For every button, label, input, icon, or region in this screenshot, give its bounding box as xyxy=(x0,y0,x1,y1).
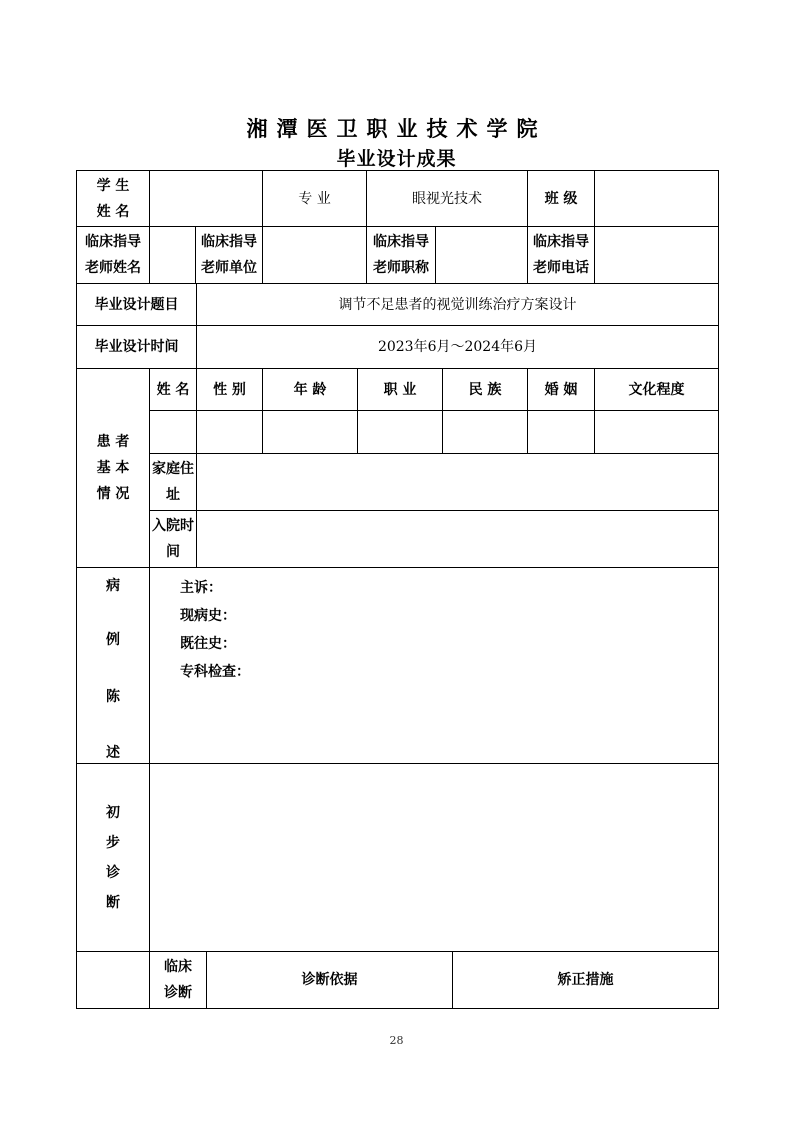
present-illness: 现病史： xyxy=(180,608,236,624)
preliminary-diagnosis-field[interactable] xyxy=(149,763,719,952)
address-label-line1: 家庭住 xyxy=(152,461,194,477)
case-label-char4: 述 xyxy=(106,745,120,761)
student-name-field[interactable] xyxy=(149,170,263,227)
clinical-diagnosis-blank xyxy=(76,951,150,1009)
case-label-char3: 陈 xyxy=(106,689,120,705)
teacher-unit-field[interactable] xyxy=(262,226,367,284)
case-label-char1: 病 xyxy=(106,578,120,594)
teacher-name-field[interactable] xyxy=(149,226,196,284)
topic-label: 毕业设计题目 xyxy=(76,283,197,326)
teacher-name-label xyxy=(76,226,150,284)
patient-label-line2: 基 本 xyxy=(96,460,130,476)
student-label-line2: 姓 名 xyxy=(96,203,130,220)
preliminary-diagnosis-label xyxy=(76,763,150,952)
chief-complaint: 主诉： xyxy=(180,580,222,596)
patient-age-field[interactable] xyxy=(262,410,358,454)
patient-marital-field[interactable] xyxy=(527,410,595,454)
teacher-title-label xyxy=(366,226,436,284)
patient-gender-field[interactable] xyxy=(196,410,263,454)
class-label: 班 级 xyxy=(527,170,595,227)
col-name: 姓 名 xyxy=(149,368,197,411)
topic-value[interactable]: 调节不足患者的视觉训练治疗方案设计 xyxy=(196,283,719,326)
clinical-diagnosis-label xyxy=(149,951,207,1009)
diagnosis-label-char2: 步 xyxy=(106,834,120,851)
teacher-phone-field[interactable] xyxy=(594,226,719,284)
period-label: 毕业设计时间 xyxy=(76,325,197,369)
patient-name-field[interactable] xyxy=(149,410,197,454)
student-label-line1: 学 生 xyxy=(96,177,130,194)
clinical-label-line1: 临床 xyxy=(164,959,192,975)
diagnosis-label-char4: 断 xyxy=(106,894,120,911)
col-gender: 性 别 xyxy=(196,368,263,411)
diagnosis-label-char1: 初 xyxy=(106,804,120,821)
teacher-phone-label-line2: 老师电话 xyxy=(533,260,589,276)
col-marital: 婚 姻 xyxy=(527,368,595,411)
address-label-line2: 址 xyxy=(166,487,180,503)
teacher-unit-label-line2: 老师单位 xyxy=(201,260,257,276)
case-description-label xyxy=(76,567,150,764)
patient-info-label xyxy=(76,368,150,568)
teacher-phone-label-line1: 临床指导 xyxy=(533,234,589,250)
admission-label-line1: 入院时 xyxy=(152,518,194,534)
period-value[interactable]: 2023年6月～2024年6月 xyxy=(196,325,719,369)
case-label-char2: 例 xyxy=(106,632,120,648)
patient-occupation-field[interactable] xyxy=(357,410,443,454)
diagnosis-basis-header: 诊断依据 xyxy=(206,951,453,1009)
teacher-unit-label-line1: 临床指导 xyxy=(201,234,257,250)
major-value[interactable]: 眼视光技术 xyxy=(366,170,528,227)
past-history: 既往史： xyxy=(180,636,236,652)
correction-measures-header: 矫正措施 xyxy=(452,951,719,1009)
page-number: 28 xyxy=(389,1034,404,1047)
teacher-title-label-line1: 临床指导 xyxy=(373,234,429,250)
teacher-title-label-line2: 老师职称 xyxy=(373,260,429,276)
specialty-exam: 专科检查： xyxy=(180,664,250,680)
teacher-phone-label xyxy=(527,226,595,284)
case-description-items xyxy=(180,574,250,686)
teacher-unit-label xyxy=(195,226,263,284)
admission-time-field[interactable] xyxy=(196,510,719,568)
school-name: 湘潭医卫职业技术学院 xyxy=(246,116,547,141)
admission-label-line2: 间 xyxy=(166,544,180,560)
admission-time-label xyxy=(149,510,197,568)
class-value[interactable] xyxy=(594,170,719,227)
major-label: 专 业 xyxy=(262,170,367,227)
clinical-label-line2: 诊断 xyxy=(164,985,192,1001)
col-occupation: 职 业 xyxy=(357,368,443,411)
col-ethnicity: 民 族 xyxy=(442,368,528,411)
patient-label-line1: 患 者 xyxy=(96,434,130,450)
patient-label-line3: 情 况 xyxy=(96,486,130,502)
student-name-label xyxy=(76,170,150,227)
patient-education-field[interactable] xyxy=(594,410,719,454)
address-field[interactable] xyxy=(196,453,719,511)
col-age: 年 龄 xyxy=(262,368,358,411)
teacher-name-label-line2: 老师姓名 xyxy=(85,260,141,276)
document-title: 毕业设计成果 xyxy=(336,148,457,170)
patient-ethnicity-field[interactable] xyxy=(442,410,528,454)
teacher-title-field[interactable] xyxy=(435,226,528,284)
teacher-name-label-line1: 临床指导 xyxy=(85,234,141,250)
diagnosis-label-char3: 诊 xyxy=(106,864,120,881)
col-education: 文化程度 xyxy=(594,368,719,411)
address-label xyxy=(149,453,197,511)
